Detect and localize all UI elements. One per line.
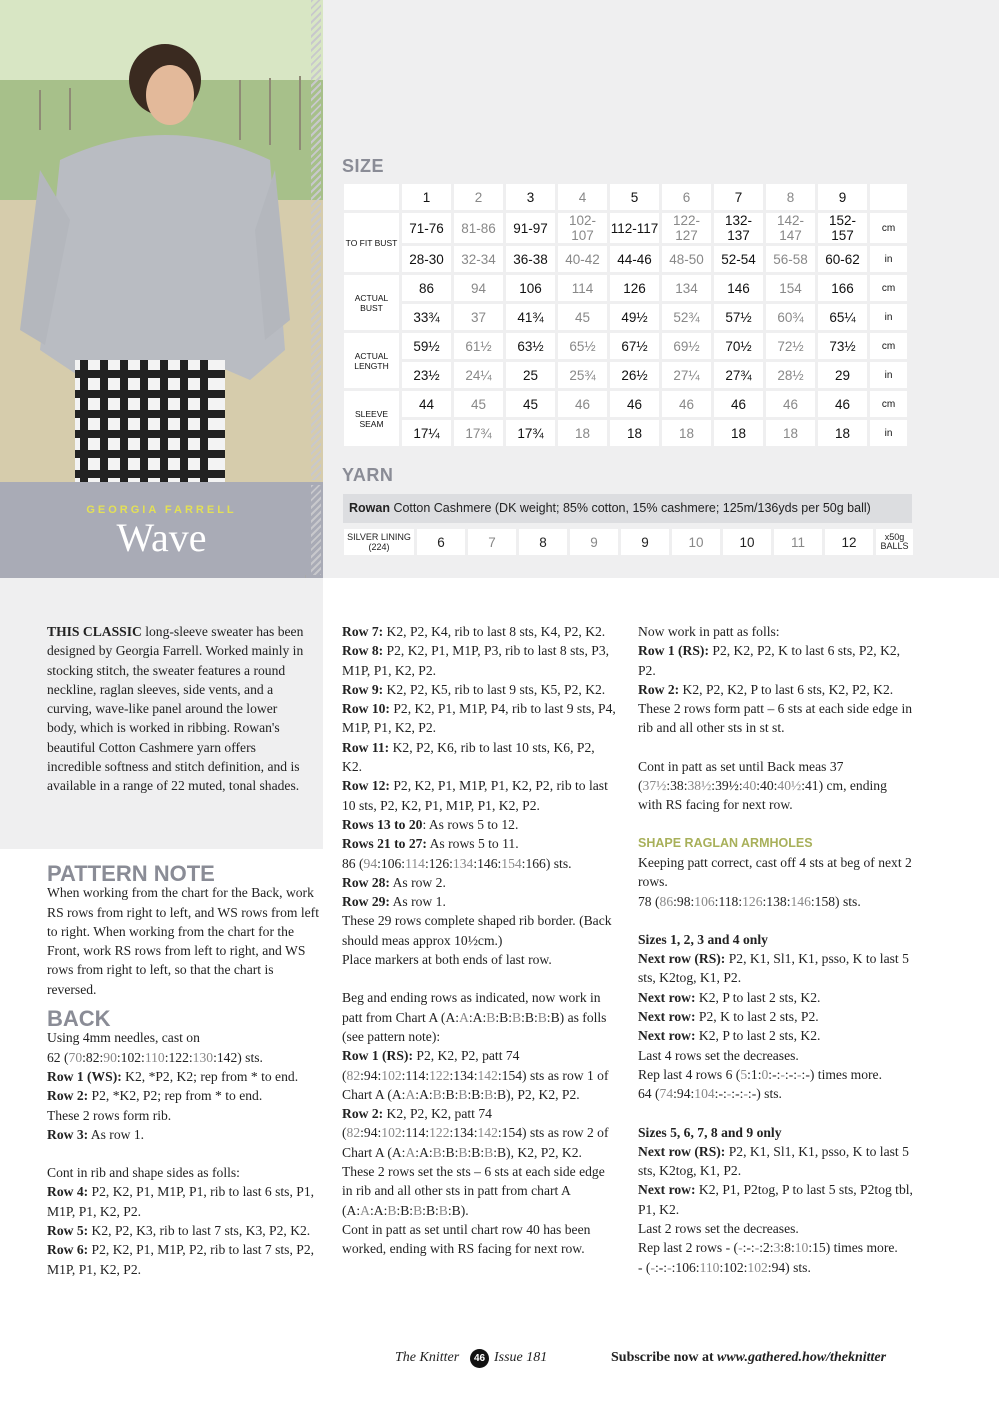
row-label: Row 29: xyxy=(342,894,390,910)
chart-letters: A:A:A:B:B:B:B:B:B xyxy=(391,1144,507,1160)
size-value: 70½ xyxy=(714,333,763,359)
size-value: 146 xyxy=(714,275,763,301)
pattern-row xyxy=(47,1221,322,1240)
size-row-label: SLEEVE SEAM xyxy=(344,391,399,446)
row-label: Row 3: xyxy=(47,1126,89,1142)
size-row-label: ACTUAL LENGTH xyxy=(344,333,399,388)
pattern-row xyxy=(47,1240,322,1279)
stitch-suffix: sts. xyxy=(550,855,572,871)
row-text: P2, *K2, P2; rep from * to end. xyxy=(88,1088,263,1104)
chart-letters: A:A:A:B:B:B:B:B:B xyxy=(445,1009,560,1025)
rib-text: These 2 rows form rib. xyxy=(47,1107,172,1123)
ball-count: 9 xyxy=(621,529,669,555)
size-value: 102-107 xyxy=(558,213,607,243)
row-text: K2, P2, K3, rib to last 7 sts, K3, P2, K2. xyxy=(88,1223,311,1239)
rep-text-end: times more. xyxy=(814,1066,882,1082)
pattern-row xyxy=(638,1007,913,1026)
zigzag-decoration xyxy=(311,0,321,480)
ball-count: 10 xyxy=(723,529,771,555)
size-value: 91-97 xyxy=(506,213,555,243)
row-label: Next row: xyxy=(638,1009,696,1025)
size-value: 166 xyxy=(818,275,867,301)
pattern-title: Wave xyxy=(116,515,207,560)
markers-text: Place markers at both ends of last row. xyxy=(342,952,552,968)
size-value: 67½ xyxy=(610,333,659,359)
stitch-count: 86 (94:106:114:126:134:146:154:166) xyxy=(342,855,551,871)
size-table xyxy=(341,181,910,449)
row-label: Row 5: xyxy=(47,1223,89,1239)
back-intro: Using 4mm needles, cast on xyxy=(47,1030,200,1046)
size-value: 17¾ xyxy=(454,420,503,446)
size-value: 59½ xyxy=(402,333,451,359)
size-header: 2 xyxy=(454,184,503,210)
row-label: Row 4: xyxy=(47,1184,89,1200)
pattern-row xyxy=(342,815,618,834)
row-label: Row 1 (RS): xyxy=(638,643,709,659)
size-value: 45 xyxy=(454,391,503,417)
size-value: 63½ xyxy=(506,333,555,359)
size-header: 5 xyxy=(610,184,659,210)
row-text: P2, K1, Sl1, K1, psso, K to last 5 sts, K2tog, K1, P2. xyxy=(638,1143,909,1179)
row-text: K2, P2, K5, rib to last 9 sts, K5, P2, K2. xyxy=(383,681,606,697)
row-label: Row 10: xyxy=(342,701,390,717)
size-value: 126 xyxy=(610,275,659,301)
row-text: K2, P2, K6, rib to last 10 sts, K6, P2, K2. xyxy=(342,739,595,775)
row-label: Row 1 (RS): xyxy=(342,1048,413,1064)
unit-label: cm xyxy=(870,333,907,359)
size-value: 56-58 xyxy=(766,246,815,272)
raglan-text: Keeping patt correct, cast off 4 sts at beg of next 2 rows. xyxy=(638,854,912,890)
size-header: 3 xyxy=(506,184,555,210)
designer-name: GEORGIA FARRELL xyxy=(86,504,237,516)
ball-count: 10 xyxy=(672,529,720,555)
sizes-a-set: Last 4 rows set the decreases. xyxy=(638,1047,799,1063)
size-value: 112-117 xyxy=(610,213,659,243)
ball-count: 12 xyxy=(825,529,873,555)
size-value: 28-30 xyxy=(402,246,451,272)
size-value: 18 xyxy=(818,420,867,446)
pattern-row xyxy=(342,776,618,815)
size-header: 4 xyxy=(558,184,607,210)
row-text: As rows 5 to 11. xyxy=(426,836,519,852)
chart-letters: A:A:A:B:B:B:B:B:B xyxy=(346,1202,461,1218)
rep-text: Rep last 2 rows xyxy=(638,1240,726,1256)
final-counts: - (-:-:-:106:110:102:102:94) xyxy=(638,1259,790,1275)
chart-stitch-counts: 82:94:102:114:122:134:142:154 xyxy=(346,1067,523,1083)
size-value: 24¼ xyxy=(454,362,503,388)
size-value: 45 xyxy=(506,391,555,417)
pattern-row xyxy=(342,641,618,680)
size-value: 40-42 xyxy=(558,246,607,272)
row-text: K2, *P2, K2; rep from * to end. xyxy=(121,1068,299,1084)
row-text: : As rows 5 to 12. xyxy=(422,816,519,832)
size-value: 18 xyxy=(766,420,815,446)
size-value: 44 xyxy=(402,391,451,417)
row-text: ) sts as row 1 of Chart A ( xyxy=(342,1067,609,1102)
size-value: 134 xyxy=(662,275,711,301)
size-value: 46 xyxy=(610,391,659,417)
subscribe-text: Subscribe now at xyxy=(611,1350,714,1365)
final-counts: 64 (74:94:104:-:-:-:-:-) xyxy=(638,1086,761,1102)
pattern-row xyxy=(342,622,618,641)
row-label: Row 7: xyxy=(342,624,384,639)
pattern-row xyxy=(638,988,913,1007)
size-value: 33¾ xyxy=(402,304,451,330)
unit-label: cm xyxy=(870,391,907,417)
row-text: P2, K2, P1, M1P, P4, rib to last 9 sts, P4, M1P, P1, K2, P2. xyxy=(342,701,616,736)
unit-label: in xyxy=(870,304,907,330)
row-text: As row 2. xyxy=(389,874,446,890)
intro-lead: THIS CLASSIC xyxy=(47,624,142,639)
size-value: 26½ xyxy=(610,362,659,388)
page-number: 46 xyxy=(470,1349,489,1368)
row-text: K2, P1, P2tog, P to last 5 sts, P2tog tbl, P1, K2. xyxy=(638,1182,913,1217)
size-value: 46 xyxy=(766,391,815,417)
size-header: 6 xyxy=(662,184,711,210)
size-value: 71-76 xyxy=(402,213,451,243)
column-3 xyxy=(638,622,913,1277)
pattern-row xyxy=(342,680,618,699)
ball-count: 8 xyxy=(519,529,567,555)
sizes-b-heading: Sizes 5, 6, 7, 8 and 9 only xyxy=(638,1124,782,1140)
row-text: P2, K2, P1, M1P, P3, rib to last 8 sts, P3, M1P, P1, K2, P2. xyxy=(342,643,610,678)
intro-body: long-sleeve sweater has been designed by Georgia Farrell. Worked mainly in stocking stitch, the sweater features a round neckline, raglan sleeves, side vents, and a curving, wave-like panel around the lower body, which is worked in ribbing. Rowan's beautiful Cotton Cashmere yarn offers incredible softness and stitch definition, and is available in a range of 22 muted, tonal shades. xyxy=(47,624,304,794)
pattern-row xyxy=(47,1086,322,1105)
size-value: 46 xyxy=(662,391,711,417)
yarn-description xyxy=(343,494,912,523)
final-suffix: sts. xyxy=(760,1086,782,1102)
size-value: 25¾ xyxy=(558,362,607,388)
size-value: 114 xyxy=(558,275,607,301)
row-label: Row 2: xyxy=(47,1088,89,1104)
size-value: 27¼ xyxy=(662,362,711,388)
zigzag-decoration xyxy=(311,485,321,575)
yarn-colour-label: SILVER LINING (224) xyxy=(344,529,414,555)
pattern-row xyxy=(638,1026,913,1045)
row-label: Rows 21 to 27: xyxy=(342,836,427,852)
row-label: Next row: xyxy=(638,1028,696,1044)
pattern-note-section xyxy=(47,861,322,1279)
row-text: P2, K2, P2, patt 74 ( xyxy=(342,1048,520,1083)
size-value: 37 xyxy=(454,304,503,330)
size-value: 41¾ xyxy=(506,304,555,330)
row-label: Row 9: xyxy=(342,681,384,697)
size-value: 65¼ xyxy=(818,304,867,330)
raglan-counts: 78 (86:98:106:118:126:138:146:158) xyxy=(638,893,840,909)
yarn-details: Cotton Cashmere (DK weight; 85% cotton, 15% cashmere; 125m/136yds per 50g ball) xyxy=(389,501,871,515)
unit-label: in xyxy=(870,246,907,272)
column-2 xyxy=(342,622,618,1259)
size-heading: SIZE xyxy=(342,156,385,176)
size-value: 17¼ xyxy=(402,420,451,446)
pattern-row xyxy=(638,949,913,988)
cont-text: Cont in rib and shape sides as folls: xyxy=(47,1165,240,1181)
pattern-row xyxy=(638,1142,913,1181)
size-value: 23½ xyxy=(402,362,451,388)
size-value: 132-137 xyxy=(714,213,763,243)
meas-text-end: cm, ending with RS facing for next row. xyxy=(638,778,887,813)
pattern-row xyxy=(342,699,618,738)
row-text: K2, P2, K4, rib to last 8 sts, K4, P2, K2. xyxy=(383,624,606,639)
size-value: 94 xyxy=(454,275,503,301)
meas-counts: 37 (37½:38:38½:39½:40:40:40½:41) xyxy=(638,758,844,794)
size-value: 52¾ xyxy=(662,304,711,330)
size-value: 29 xyxy=(818,362,867,388)
size-value: 18 xyxy=(714,420,763,446)
row-text: P2, K1, Sl1, K1, psso, K to last 5 sts, K2tog, K1, P2. xyxy=(638,951,909,986)
yarn-brand: Rowan xyxy=(349,501,390,515)
row-label: Next row (RS): xyxy=(638,1143,726,1159)
size-value: 152-157 xyxy=(818,213,867,243)
size-value: 18 xyxy=(610,420,659,446)
size-value: 25 xyxy=(506,362,555,388)
size-value: 60¾ xyxy=(766,304,815,330)
set-text: These 2 rows set the sts – 6 sts at each side edge in rib and all other sts in patt from chart A ( xyxy=(342,1164,605,1218)
ball-count: 11 xyxy=(774,529,822,555)
unit-label: in xyxy=(870,420,907,446)
row-label: Row 11: xyxy=(342,739,390,755)
size-value: 44-46 xyxy=(610,246,659,272)
pattern-row xyxy=(47,1067,322,1086)
pattern-note-heading: PATTERN NOTE xyxy=(47,861,215,886)
row-text: P2, K to last 2 sts, P2. xyxy=(695,1009,819,1025)
row-label: Row 28: xyxy=(342,874,390,890)
model-photo xyxy=(0,0,323,482)
back-heading: BACK xyxy=(47,1006,111,1032)
row-text: P2, K2, P1, M1P, P1, K2, P2, rib to last 10 sts, P2, K2, P1, M1P, P1, K2, P2. xyxy=(342,778,608,813)
row-label: Row 1 (WS): xyxy=(47,1068,122,1084)
size-row-label: TO FIT BUST xyxy=(344,213,399,272)
size-value: 122-127 xyxy=(662,213,711,243)
pattern-note-text: When working from the chart for the Back, work RS rows from right to left, and WS rows from left to right. When working from the chart for the Front, work RS rows from left to right, and WS rows from right to left, so that the chart is reversed. xyxy=(47,885,319,997)
size-value: 106 xyxy=(506,275,555,301)
size-value: 81-86 xyxy=(454,213,503,243)
size-value: 18 xyxy=(662,420,711,446)
size-value: 46 xyxy=(818,391,867,417)
size-value: 49½ xyxy=(610,304,659,330)
raglan-suffix: sts. xyxy=(839,893,861,909)
rib-complete-text: These 29 rows complete shaped rib border. (Back should meas approx 10½cm.) xyxy=(342,913,612,948)
size-value: 46 xyxy=(558,391,607,417)
row-text: K2, P2, K2, patt 74 ( xyxy=(342,1106,492,1141)
pattern-row xyxy=(47,1182,322,1221)
size-row-label: ACTUAL BUST xyxy=(344,275,399,330)
sizes-a-heading: Sizes 1, 2, 3 and 4 only xyxy=(638,931,768,947)
size-value: 60-62 xyxy=(818,246,867,272)
row-text: P2, K2, P1, M1P, P1, rib to last 6 sts, P1, M1P, P1, K2, P2. xyxy=(47,1184,315,1219)
size-value: 48-50 xyxy=(662,246,711,272)
size-value: 73½ xyxy=(818,333,867,359)
size-header: 1 xyxy=(402,184,451,210)
row-label: Next row (RS): xyxy=(638,951,726,967)
sizes-b-set: Last 2 rows set the decreases. xyxy=(638,1221,799,1237)
row-text: ), K2, P2, K2. xyxy=(506,1144,582,1160)
size-value: 61½ xyxy=(454,333,503,359)
size-value: 57½ xyxy=(714,304,763,330)
size-value: 28½ xyxy=(766,362,815,388)
form-text: These 2 rows form patt – 6 sts at each side edge in rib and all other sts in st st. xyxy=(638,701,913,736)
now-text: Now work in patt as folls: xyxy=(638,624,780,639)
size-value: 18 xyxy=(558,420,607,446)
size-value: 69½ xyxy=(662,333,711,359)
chart-stitch-counts: 82:94:102:114:122:134:142:154 xyxy=(346,1125,523,1141)
unit-label: cm xyxy=(870,275,907,301)
raglan-heading: SHAPE RAGLAN ARMHOLES xyxy=(638,835,813,850)
yarn-table xyxy=(341,526,916,558)
row-label: Next row: xyxy=(638,989,696,1005)
size-value: 86 xyxy=(402,275,451,301)
rep-counts: - (-:-:-:2:3:8:10:15) xyxy=(725,1240,831,1256)
ball-count: 9 xyxy=(570,529,618,555)
set-text-end: ). xyxy=(460,1202,469,1218)
row-label: Row 12: xyxy=(342,778,390,794)
magazine-name: The Knitter xyxy=(395,1350,460,1365)
row-label: Row 6: xyxy=(47,1242,89,1258)
unit-label: cm xyxy=(870,213,907,243)
size-value: 52-54 xyxy=(714,246,763,272)
row-text: K2, P to last 2 sts, K2. xyxy=(695,1028,821,1044)
ball-count: 6 xyxy=(417,529,465,555)
size-value: 17¾ xyxy=(506,420,555,446)
row-text: As row 1. xyxy=(88,1126,145,1142)
row-text: P2, K2, P2, K to last 6 sts, P2, K2, P2. xyxy=(638,643,901,678)
chart-letters: A:A:A:B:B:B:B:B:B xyxy=(391,1086,507,1102)
row-label: Row 2: xyxy=(342,1106,384,1122)
subscribe-url[interactable]: www.gathered.how/theknitter xyxy=(717,1350,887,1365)
row-text: P2, K2, P1, M1P, P2, rib to last 7 sts, P2, M1P, P1, K2, P2. xyxy=(47,1242,315,1277)
chart-intro-end: ) as folls (see pattern note): xyxy=(342,1009,607,1044)
row-text: ), P2, K2, P2. xyxy=(506,1086,580,1102)
size-value: 65½ xyxy=(558,333,607,359)
row-label: Rows 13 to 20 xyxy=(342,816,423,832)
row-text: K2, P to last 2 sts, K2. xyxy=(695,989,821,1005)
size-value: 32-34 xyxy=(454,246,503,272)
rep-text-end: times more. xyxy=(830,1240,898,1256)
intro-text xyxy=(47,622,305,796)
size-value: 36-38 xyxy=(506,246,555,272)
ball-count: 7 xyxy=(468,529,516,555)
size-header: 8 xyxy=(766,184,815,210)
back-intro-suffix: sts. xyxy=(241,1049,263,1065)
issue-number: Issue 181 xyxy=(494,1350,548,1365)
cast-on-counts: 62 (70:82:90:102:110:122:130:142) xyxy=(47,1049,242,1065)
pattern-row xyxy=(638,1180,913,1219)
row-label: Row 8: xyxy=(342,643,384,659)
size-header: 9 xyxy=(818,184,867,210)
size-value: 46 xyxy=(714,391,763,417)
yarn-heading: YARN xyxy=(342,465,394,485)
chart-intro: Beg and ending rows as indicated, now work in patt from Chart A ( xyxy=(342,990,601,1025)
ball-unit: x50g BALLS xyxy=(876,529,913,555)
row-text: As row 1. xyxy=(389,894,446,910)
meas-text: Cont in patt as set until Back meas xyxy=(638,758,827,774)
row-text: K2, P2, K2, P to last 6 sts, K2, P2, K2. xyxy=(679,681,894,697)
pattern-row xyxy=(342,834,618,853)
size-value: 154 xyxy=(766,275,815,301)
size-value: 45 xyxy=(558,304,607,330)
size-value: 142-147 xyxy=(766,213,815,243)
row-label: Row 2: xyxy=(638,681,680,697)
size-header: 7 xyxy=(714,184,763,210)
final-suffix: sts. xyxy=(789,1259,811,1275)
row-label: Next row: xyxy=(638,1182,696,1198)
rep-counts: 6 (5:1:0:-:-:-:-:-) xyxy=(725,1066,815,1082)
rep-text: Rep last 4 rows xyxy=(638,1066,726,1082)
row-text: ) sts as row 2 of Chart A ( xyxy=(342,1125,609,1160)
unit-label: in xyxy=(870,362,907,388)
cont-text: Cont in patt as set until chart row 40 has been worked, ending with RS facing for next row. xyxy=(342,1221,591,1257)
size-value: 72½ xyxy=(766,333,815,359)
pattern-row xyxy=(342,738,618,777)
size-value: 27¾ xyxy=(714,362,763,388)
